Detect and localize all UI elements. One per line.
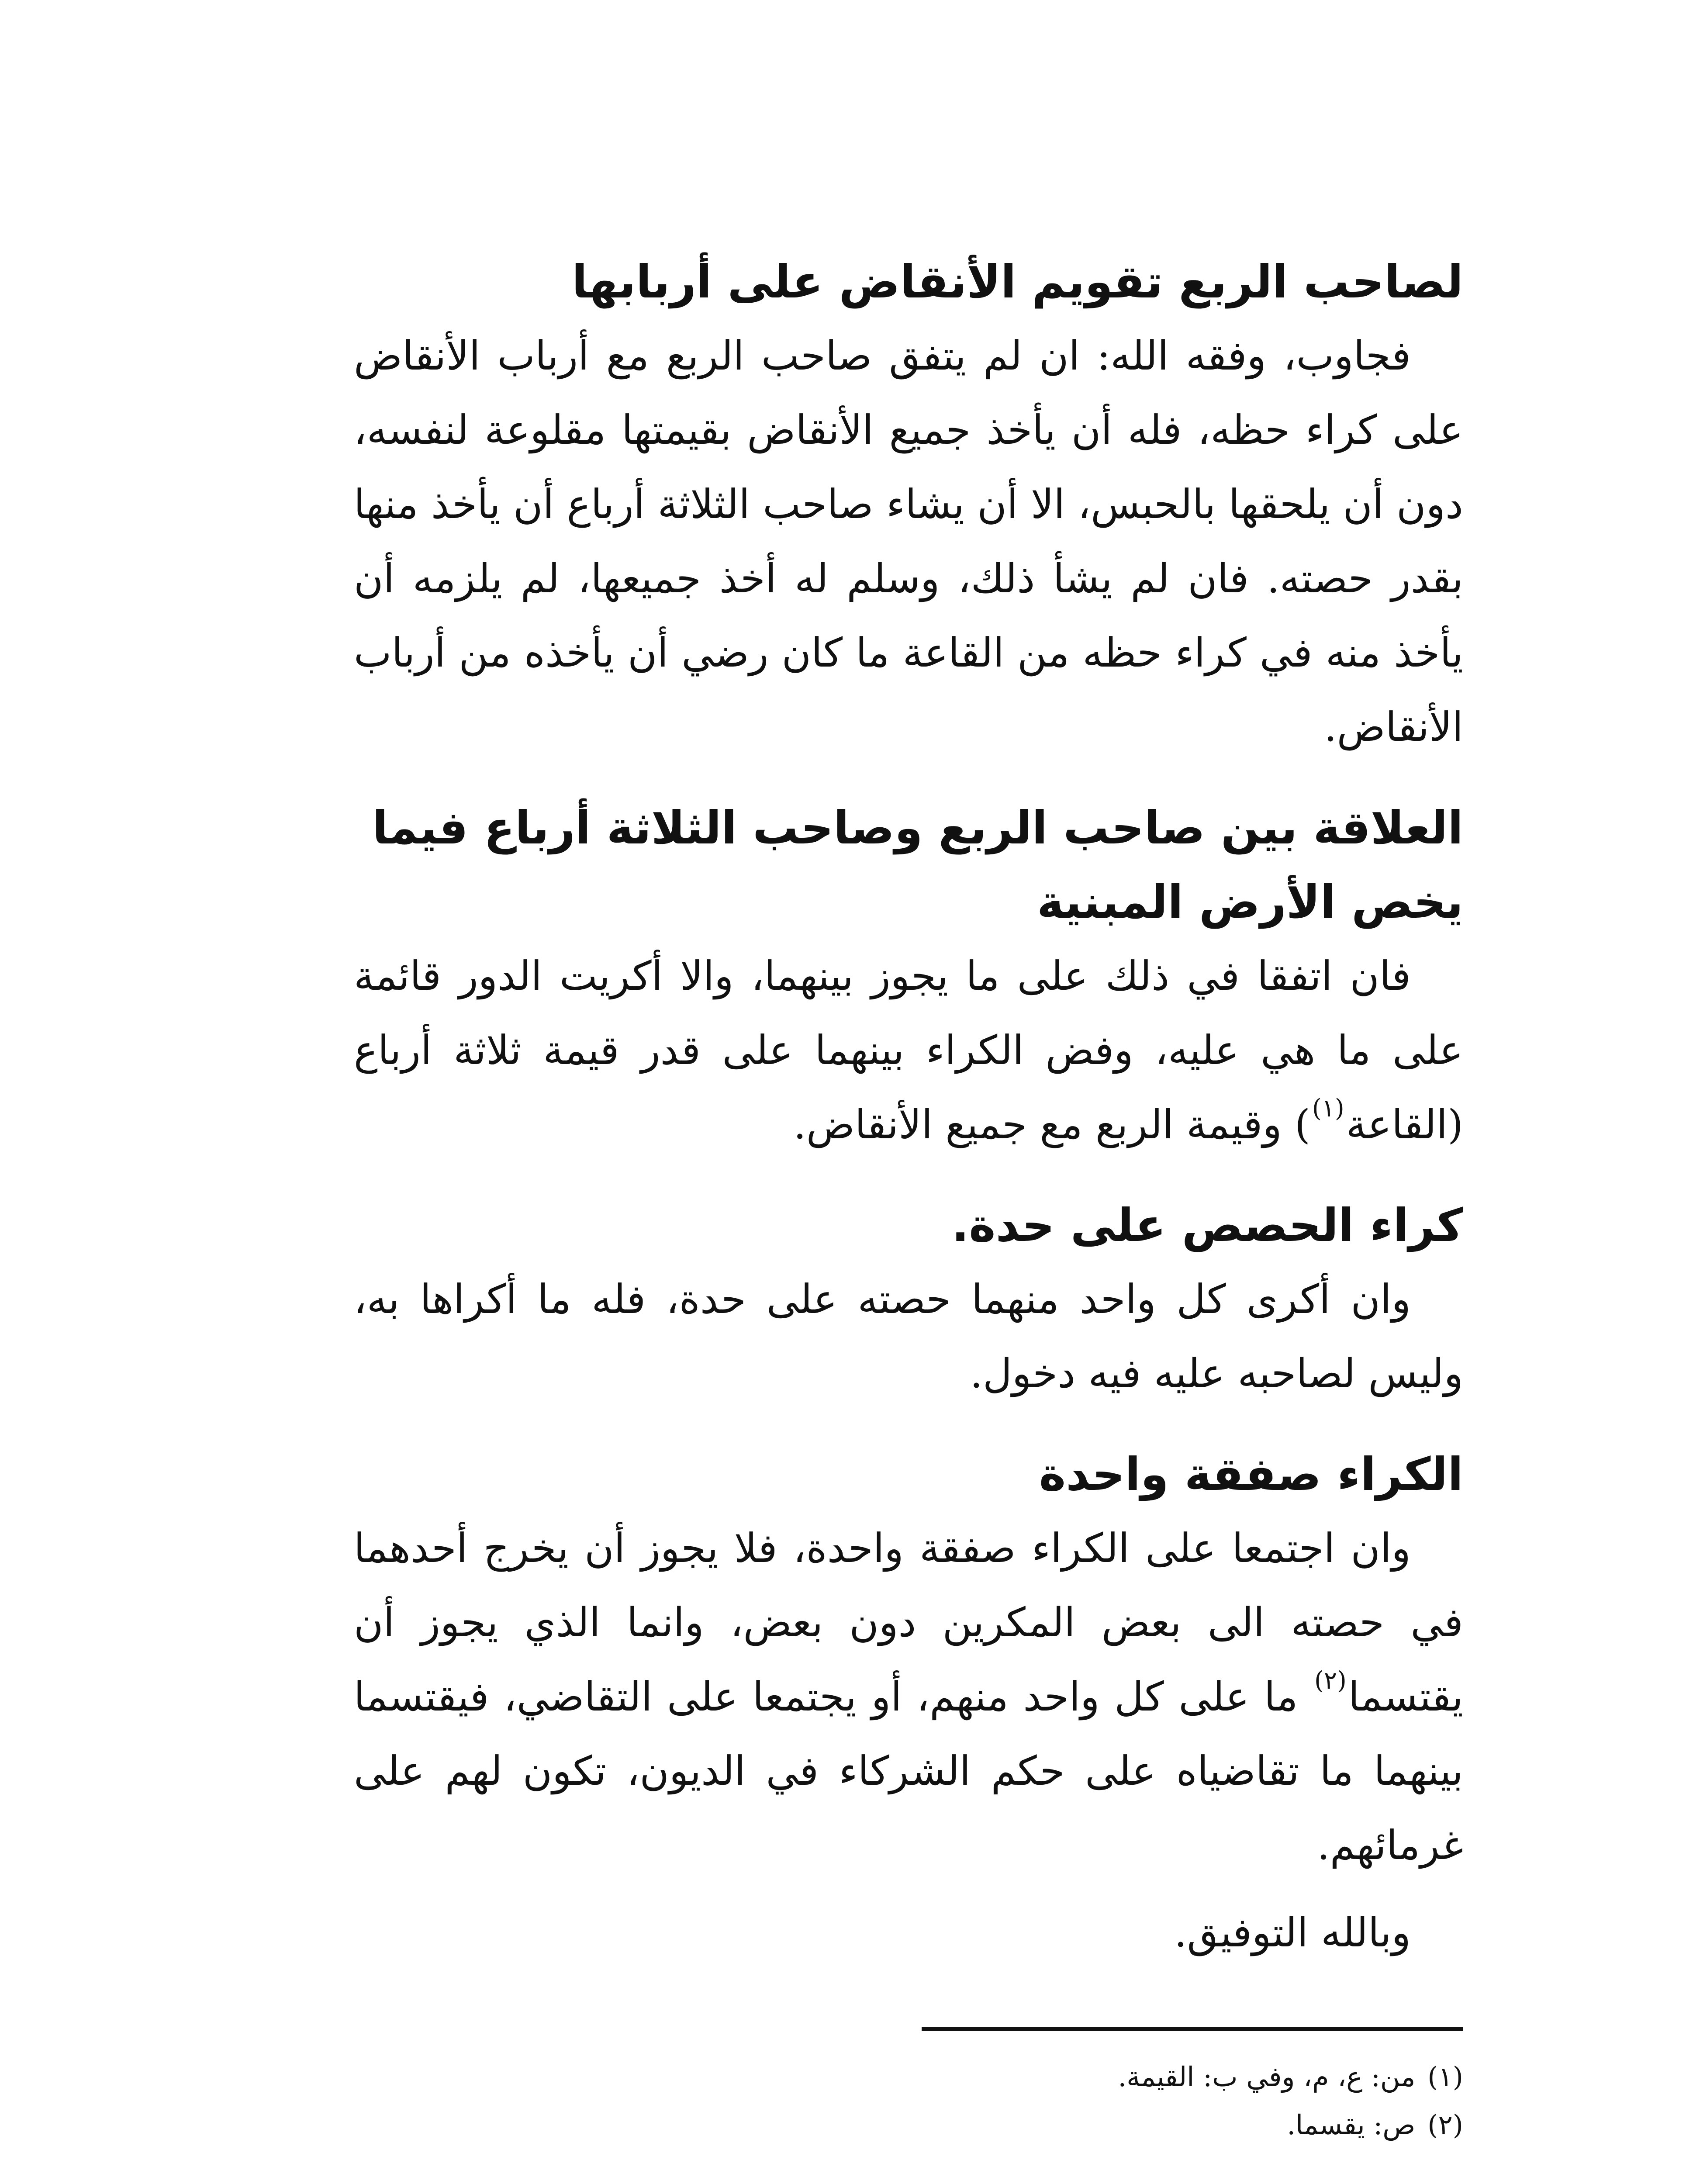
- footnote-number: (٢): [1427, 2109, 1463, 2141]
- footnote-2: [699, 2101, 1463, 2149]
- footnote-text: ص: يقسما.: [1287, 2109, 1416, 2141]
- footnote-1: [699, 2053, 1463, 2101]
- footnotes: [699, 2053, 1463, 2149]
- section-body-3: وان أكرى كل واحد منهما حصته على حدة، فله ما أكراها به، وليس لصاحبه عليه فيه دخول.: [354, 1276, 1463, 1397]
- closing-line: وبالله التوفيق.: [1174, 1909, 1411, 1956]
- footnote-number: (١): [1427, 2061, 1463, 2093]
- section-heading-1: لصاحب الربع تقويم الأنقاض على أربابها: [572, 255, 1463, 308]
- footnote-ref-1: (١): [1312, 1094, 1344, 1123]
- section-body-4-part-b: ما على كل واحد منهم، أو يجتمعا على التقاضي، فيقتسما بينهما ما تقاضياه على حكم الشركاء في الديون، تكون لهم على غرمائهم.: [354, 1673, 1463, 1869]
- section-body-4-part-a: وان اجتمعا على الكراء صفقة واحدة، فلا يجوز أن يخرج أحدهما في حصته الى بعض المكرين دون بعض، وانما الذي يجوز أن يقتسما: [354, 1525, 1463, 1720]
- main-text: [354, 245, 1463, 1970]
- section-body-2-part-a: فان اتفقا في ذلك على ما يجوز بينهما، والا أكريت الدور قائمة على ما هي عليه، وفض الكراء بينهما على قدر قيمة ثلاثة أرباع (القاعة: [354, 953, 1463, 1148]
- section-body-2: [354, 939, 1463, 1162]
- section-heading-2: العلاقة بين صاحب الربع وصاحب الثلاثة أرباع فيما يخص الأرض المبنية: [372, 801, 1463, 929]
- footnote-ref-2: (٢): [1314, 1666, 1347, 1695]
- section-body-2-part-b: ) وقيمة الربع مع جميع الأنقاض.: [793, 1101, 1310, 1148]
- section-heading-4: الكراء صفقة واحدة: [1039, 1448, 1463, 1501]
- section-body-1: فجاوب، وفقه الله: ان لم يتفق صاحب الربع مع أرباب الأنقاض على كراء حظه، فله أن يأخذ جميع الأنقاض بقيمتها مقلوعة لنفسه، دون أن يلحقها بالحبس، الا أن يشاء صاحب الثلاثة أرباع أن يأخذ منها بقدر حصته. فان لم يشأ ذلك، وسلم له أخذ جميعها، لم يلزمه أن يأخذ منه في كراء حظه من القاعة ما كان رضي أن يأخذه من أرباب الأنقاض.: [354, 332, 1463, 750]
- section-heading-3: كراء الحصص على حدة.: [951, 1199, 1463, 1252]
- footnote-divider: [922, 2027, 1463, 2031]
- footnote-text: من: ع، م، وفي ب: القيمة.: [1118, 2061, 1416, 2093]
- section-body-4: [354, 1511, 1463, 1883]
